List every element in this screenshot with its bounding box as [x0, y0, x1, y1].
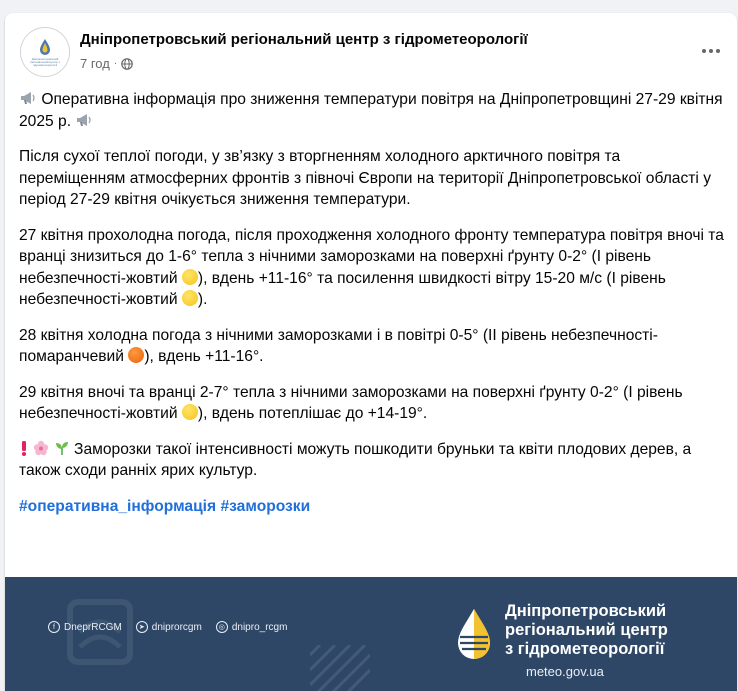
avatar[interactable] [20, 27, 70, 77]
megaphone-icon [75, 112, 93, 128]
instagram-link [216, 621, 288, 633]
paragraph-1 [19, 89, 725, 132]
paragraph-3-text-a: 27 квітня прохолодна погода, після проходження холодного фронту температура повітря вночі та вранці знизиться до 1-6° тепла з нічними заморозками на поверхні ґрунту 0-2° (I рівень небезпечності-жовтий [19, 226, 724, 287]
orange-circle-icon [128, 347, 144, 363]
banner-title-line: з гідрометеорології [505, 640, 665, 658]
paragraph-5-text-a: 29 квітня вночі та вранці 2-7° тепла з нічними заморозками на поверхні ґрунту 0-2° (I рівень небезпечності-жовтий [19, 383, 683, 422]
droplet-logo-icon [38, 38, 52, 56]
hashtags [19, 496, 725, 518]
yellow-circle-icon [182, 269, 198, 285]
facebook-link [48, 621, 122, 633]
banner-url: meteo.gov.ua [526, 664, 604, 679]
hashtag-link[interactable]: #оперативна_інформація [19, 497, 217, 515]
paragraph-6 [19, 439, 725, 482]
cherry-blossom-icon [33, 440, 49, 456]
paragraph-4-text-a: 28 квітня холодна погода з нічними заморозками і в повітрі 0-5° (II рівень небезпечності-помаранчевий [19, 326, 658, 365]
meta-separator: · [113, 58, 118, 69]
megaphone-icon [19, 90, 37, 106]
paragraph-3 [19, 225, 725, 311]
exclamation-icon [19, 440, 29, 456]
banner-title [505, 602, 668, 659]
more-dot [702, 49, 706, 53]
paragraph-3-text-c: ). [197, 291, 208, 308]
hashtag-link[interactable]: #заморозки [220, 497, 311, 515]
banner-title-line: Дніпропетровський [505, 602, 667, 620]
post-time[interactable]: 7 год [80, 56, 110, 71]
more-dot [709, 49, 713, 53]
social-links [48, 621, 287, 633]
paragraph-5 [19, 382, 725, 425]
post-card [5, 13, 737, 691]
telegram-handle: dniprorcgm [151, 621, 202, 633]
instagram-icon: ◎ [216, 621, 228, 633]
paragraph-2: Після сухої теплої погоди, у зв’язку з вторгненням холодного арктичного повітря та переміщенням атмосферних фронтів з півночі Європи на території Дніпропетровської області у період 27-29 квітня очікується зниження температури. [19, 148, 712, 208]
paragraph-5-text-b: ), вдень потеплішає до +14-19°. [197, 405, 428, 422]
paragraph-3-text-b: ), вдень +11-16° та посилення швидкості вітру 15-20 м/с (I рівень небезпечності-жовтий [19, 269, 666, 308]
telegram-link [136, 621, 202, 633]
globe-icon[interactable] [121, 58, 133, 70]
seedling-icon [54, 440, 70, 456]
yellow-circle-icon [182, 290, 198, 306]
more-options-button[interactable] [699, 39, 723, 63]
post-body [19, 89, 725, 531]
facebook-handle: DneprRCGM [64, 621, 122, 633]
paragraph-6-text: Заморозки такої інтенсивності можуть пошкодити бруньки та квіти плодових дерев, а також сходи ранніх ярих культур. [19, 440, 692, 479]
avatar-caption: Дніпропетровський регіональний центр з гідрометеорології [30, 56, 60, 67]
instagram-handle: dnipro_rcgm [231, 621, 288, 633]
paragraph-4-text-b: ), вдень +11-16°. [144, 348, 264, 365]
paragraph-4 [19, 325, 725, 368]
yellow-circle-icon [182, 404, 198, 420]
hydromet-logo-icon [454, 607, 494, 663]
facebook-icon: f [48, 621, 60, 633]
post-header [5, 13, 737, 83]
decorative-pattern [310, 645, 370, 691]
post-image-banner[interactable] [5, 577, 737, 691]
banner-title-line: регіональний центр [505, 621, 668, 639]
more-dot [716, 49, 720, 53]
post-meta [80, 56, 133, 71]
page-name-link[interactable]: Дніпропетровський регіональний центр з гідрометеорології [80, 31, 528, 48]
telegram-icon: ➤ [136, 621, 148, 633]
paragraph-1-text: Оперативна інформація про зниження температури повітря на Дніпропетровщині 27-29 квітня 2025 р. [19, 91, 723, 130]
